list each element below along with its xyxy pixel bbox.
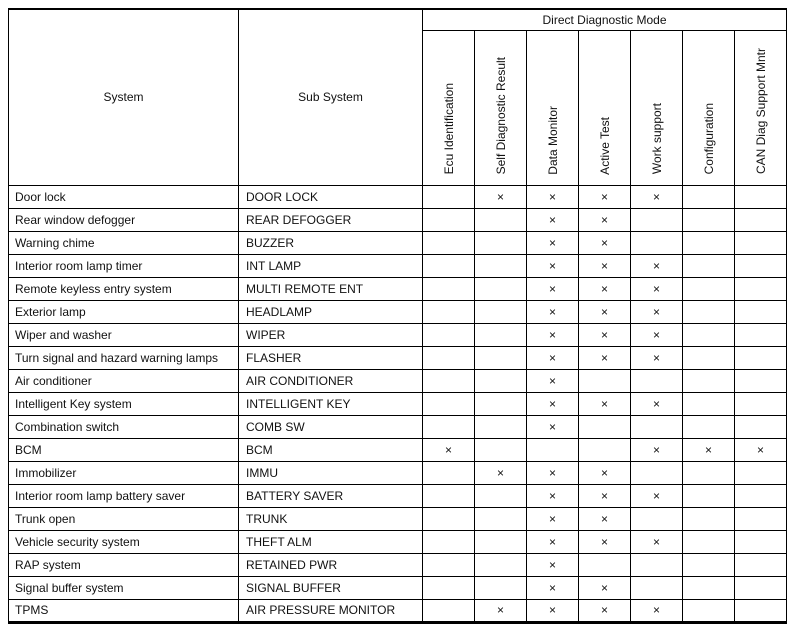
- system-cell: Intelligent Key system: [9, 392, 239, 415]
- empty-mark-cell: [475, 346, 527, 369]
- empty-mark-cell: [579, 415, 631, 438]
- sub-system-cell: BATTERY SAVER: [239, 484, 423, 507]
- cross-mark-cell: ×: [735, 438, 787, 461]
- sub-system-cell: FLASHER: [239, 346, 423, 369]
- system-cell: Exterior lamp: [9, 300, 239, 323]
- col-header-system: System: [9, 9, 239, 185]
- empty-mark-cell: [631, 208, 683, 231]
- sub-system-cell: INT LAMP: [239, 254, 423, 277]
- empty-mark-cell: [631, 231, 683, 254]
- col-header-active-test: [579, 30, 631, 185]
- cross-mark-cell: ×: [631, 484, 683, 507]
- col-header-self-diagnostic-result: [475, 30, 527, 185]
- cross-mark-cell: ×: [527, 507, 579, 530]
- empty-mark-cell: [735, 576, 787, 599]
- system-cell: RAP system: [9, 553, 239, 576]
- sub-system-cell: MULTI REMOTE ENT: [239, 277, 423, 300]
- sub-system-cell: AIR PRESSURE MONITOR: [239, 599, 423, 622]
- table-row: [9, 392, 787, 415]
- cross-mark-cell: ×: [527, 277, 579, 300]
- empty-mark-cell: [475, 392, 527, 415]
- system-cell: Wiper and washer: [9, 323, 239, 346]
- col-header-ecu-identification: [423, 30, 475, 185]
- table-row: [9, 576, 787, 599]
- empty-mark-cell: [683, 323, 735, 346]
- cross-mark-cell: ×: [579, 208, 631, 231]
- cross-mark-cell: ×: [527, 208, 579, 231]
- empty-mark-cell: [475, 323, 527, 346]
- cross-mark-cell: ×: [527, 300, 579, 323]
- col-header-work-support: [631, 30, 683, 185]
- empty-mark-cell: [735, 392, 787, 415]
- empty-mark-cell: [423, 392, 475, 415]
- sub-system-cell: COMB SW: [239, 415, 423, 438]
- cross-mark-cell: ×: [527, 553, 579, 576]
- cross-mark-cell: ×: [527, 185, 579, 208]
- empty-mark-cell: [423, 530, 475, 553]
- empty-mark-cell: [475, 277, 527, 300]
- empty-mark-cell: [735, 346, 787, 369]
- col-header-data-monitor: [527, 30, 579, 185]
- cross-mark-cell: ×: [527, 461, 579, 484]
- cross-mark-cell: ×: [527, 392, 579, 415]
- empty-mark-cell: [683, 576, 735, 599]
- cross-mark-cell: ×: [631, 185, 683, 208]
- empty-mark-cell: [683, 553, 735, 576]
- cross-mark-cell: ×: [475, 461, 527, 484]
- empty-mark-cell: [631, 415, 683, 438]
- table-row: [9, 277, 787, 300]
- cross-mark-cell: ×: [579, 185, 631, 208]
- table-row: [9, 300, 787, 323]
- empty-mark-cell: [423, 346, 475, 369]
- system-cell: Signal buffer system: [9, 576, 239, 599]
- empty-mark-cell: [735, 277, 787, 300]
- cross-mark-cell: ×: [475, 185, 527, 208]
- empty-mark-cell: [423, 277, 475, 300]
- empty-mark-cell: [735, 185, 787, 208]
- empty-mark-cell: [735, 553, 787, 576]
- system-cell: Combination switch: [9, 415, 239, 438]
- cross-mark-cell: ×: [579, 576, 631, 599]
- cross-mark-cell: ×: [683, 438, 735, 461]
- sub-system-cell: DOOR LOCK: [239, 185, 423, 208]
- empty-mark-cell: [579, 369, 631, 392]
- system-cell: Rear window defogger: [9, 208, 239, 231]
- mode-header-label: Ecu Identification: [441, 83, 456, 175]
- empty-mark-cell: [475, 576, 527, 599]
- cross-mark-cell: ×: [631, 254, 683, 277]
- cross-mark-cell: ×: [631, 323, 683, 346]
- table-row: [9, 599, 787, 622]
- empty-mark-cell: [475, 300, 527, 323]
- cross-mark-cell: ×: [527, 576, 579, 599]
- empty-mark-cell: [423, 323, 475, 346]
- empty-mark-cell: [683, 415, 735, 438]
- cross-mark-cell: ×: [527, 530, 579, 553]
- table-row: [9, 231, 787, 254]
- empty-mark-cell: [475, 507, 527, 530]
- table-row: [9, 507, 787, 530]
- mode-header-label: Work support: [649, 103, 664, 175]
- table-row: [9, 553, 787, 576]
- cross-mark-cell: ×: [579, 346, 631, 369]
- empty-mark-cell: [683, 507, 735, 530]
- mode-header-label: Configuration: [701, 103, 716, 175]
- col-header-sub-system: Sub System: [239, 9, 423, 185]
- empty-mark-cell: [475, 208, 527, 231]
- table-row: [9, 369, 787, 392]
- empty-mark-cell: [683, 277, 735, 300]
- cross-mark-cell: ×: [527, 369, 579, 392]
- empty-mark-cell: [683, 254, 735, 277]
- cross-mark-cell: ×: [631, 277, 683, 300]
- cross-mark-cell: ×: [475, 599, 527, 622]
- system-cell: Turn signal and hazard warning lamps: [9, 346, 239, 369]
- cross-mark-cell: ×: [579, 484, 631, 507]
- table-row: [9, 208, 787, 231]
- empty-mark-cell: [683, 300, 735, 323]
- empty-mark-cell: [631, 553, 683, 576]
- sub-system-cell: REAR DEFOGGER: [239, 208, 423, 231]
- sub-system-cell: BUZZER: [239, 231, 423, 254]
- table-row: [9, 415, 787, 438]
- sub-system-cell: SIGNAL BUFFER: [239, 576, 423, 599]
- empty-mark-cell: [735, 300, 787, 323]
- sub-system-cell: AIR CONDITIONER: [239, 369, 423, 392]
- empty-mark-cell: [735, 369, 787, 392]
- empty-mark-cell: [683, 484, 735, 507]
- system-cell: Interior room lamp timer: [9, 254, 239, 277]
- empty-mark-cell: [475, 530, 527, 553]
- empty-mark-cell: [579, 553, 631, 576]
- table-body: [9, 185, 787, 622]
- empty-mark-cell: [423, 415, 475, 438]
- empty-mark-cell: [683, 231, 735, 254]
- empty-mark-cell: [423, 185, 475, 208]
- col-header-direct-diagnostic-mode: Direct Diagnostic Mode: [423, 9, 787, 30]
- sub-system-cell: HEADLAMP: [239, 300, 423, 323]
- cross-mark-cell: ×: [631, 392, 683, 415]
- empty-mark-cell: [475, 369, 527, 392]
- cross-mark-cell: ×: [527, 484, 579, 507]
- table-row: [9, 438, 787, 461]
- table-row: [9, 254, 787, 277]
- cross-mark-cell: ×: [527, 231, 579, 254]
- cross-mark-cell: ×: [527, 323, 579, 346]
- system-cell: BCM: [9, 438, 239, 461]
- cross-mark-cell: ×: [579, 231, 631, 254]
- system-cell: Trunk open: [9, 507, 239, 530]
- cross-mark-cell: ×: [631, 346, 683, 369]
- empty-mark-cell: [683, 208, 735, 231]
- empty-mark-cell: [683, 185, 735, 208]
- empty-mark-cell: [631, 369, 683, 392]
- cross-mark-cell: ×: [527, 599, 579, 622]
- table-row: [9, 484, 787, 507]
- empty-mark-cell: [423, 254, 475, 277]
- system-cell: Air conditioner: [9, 369, 239, 392]
- sub-system-cell: TRUNK: [239, 507, 423, 530]
- empty-mark-cell: [423, 300, 475, 323]
- empty-mark-cell: [735, 484, 787, 507]
- mode-header-label: Active Test: [597, 116, 612, 175]
- sub-system-cell: RETAINED PWR: [239, 553, 423, 576]
- sub-system-cell: WIPER: [239, 323, 423, 346]
- system-cell: TPMS: [9, 599, 239, 622]
- cross-mark-cell: ×: [579, 300, 631, 323]
- cross-mark-cell: ×: [631, 438, 683, 461]
- mode-header-label: Data Monitor: [545, 105, 560, 175]
- empty-mark-cell: [683, 530, 735, 553]
- empty-mark-cell: [579, 438, 631, 461]
- empty-mark-cell: [631, 576, 683, 599]
- sub-system-cell: IMMU: [239, 461, 423, 484]
- diagnostic-mode-table: [8, 8, 787, 624]
- empty-mark-cell: [735, 530, 787, 553]
- table-row: [9, 323, 787, 346]
- cross-mark-cell: ×: [579, 530, 631, 553]
- table-header: [9, 9, 787, 185]
- empty-mark-cell: [683, 599, 735, 622]
- table-row: [9, 346, 787, 369]
- table-row: [9, 461, 787, 484]
- cross-mark-cell: ×: [527, 415, 579, 438]
- empty-mark-cell: [683, 369, 735, 392]
- system-cell: Vehicle security system: [9, 530, 239, 553]
- empty-mark-cell: [735, 599, 787, 622]
- empty-mark-cell: [475, 553, 527, 576]
- cross-mark-cell: ×: [579, 461, 631, 484]
- empty-mark-cell: [735, 231, 787, 254]
- cross-mark-cell: ×: [527, 254, 579, 277]
- empty-mark-cell: [475, 254, 527, 277]
- empty-mark-cell: [423, 461, 475, 484]
- sub-system-cell: INTELLIGENT KEY: [239, 392, 423, 415]
- empty-mark-cell: [735, 507, 787, 530]
- empty-mark-cell: [631, 461, 683, 484]
- sub-system-cell: THEFT ALM: [239, 530, 423, 553]
- cross-mark-cell: ×: [579, 599, 631, 622]
- cross-mark-cell: ×: [579, 277, 631, 300]
- empty-mark-cell: [423, 369, 475, 392]
- empty-mark-cell: [527, 438, 579, 461]
- system-cell: Door lock: [9, 185, 239, 208]
- col-header-can-diag-support-mntr: [735, 30, 787, 185]
- empty-mark-cell: [423, 553, 475, 576]
- empty-mark-cell: [631, 507, 683, 530]
- cross-mark-cell: ×: [579, 507, 631, 530]
- empty-mark-cell: [423, 484, 475, 507]
- cross-mark-cell: ×: [579, 323, 631, 346]
- empty-mark-cell: [475, 415, 527, 438]
- system-cell: Interior room lamp battery saver: [9, 484, 239, 507]
- mode-header-label: CAN Diag Support Mntr: [753, 48, 768, 175]
- empty-mark-cell: [683, 392, 735, 415]
- cross-mark-cell: ×: [579, 392, 631, 415]
- cross-mark-cell: ×: [631, 530, 683, 553]
- empty-mark-cell: [423, 576, 475, 599]
- cross-mark-cell: ×: [527, 346, 579, 369]
- empty-mark-cell: [475, 231, 527, 254]
- empty-mark-cell: [423, 507, 475, 530]
- system-cell: Immobilizer: [9, 461, 239, 484]
- mode-header-label: Self Diagnostic Result: [493, 57, 508, 175]
- header-row-top: [9, 9, 787, 30]
- empty-mark-cell: [683, 346, 735, 369]
- sub-system-cell: BCM: [239, 438, 423, 461]
- table-row: [9, 530, 787, 553]
- empty-mark-cell: [735, 254, 787, 277]
- empty-mark-cell: [735, 461, 787, 484]
- system-cell: Remote keyless entry system: [9, 277, 239, 300]
- cross-mark-cell: ×: [631, 599, 683, 622]
- empty-mark-cell: [475, 438, 527, 461]
- cross-mark-cell: ×: [423, 438, 475, 461]
- empty-mark-cell: [735, 323, 787, 346]
- table-row: [9, 185, 787, 208]
- col-header-configuration: [683, 30, 735, 185]
- cross-mark-cell: ×: [631, 300, 683, 323]
- empty-mark-cell: [423, 599, 475, 622]
- empty-mark-cell: [423, 231, 475, 254]
- empty-mark-cell: [735, 208, 787, 231]
- system-cell: Warning chime: [9, 231, 239, 254]
- empty-mark-cell: [475, 484, 527, 507]
- empty-mark-cell: [683, 461, 735, 484]
- empty-mark-cell: [735, 415, 787, 438]
- empty-mark-cell: [423, 208, 475, 231]
- cross-mark-cell: ×: [579, 254, 631, 277]
